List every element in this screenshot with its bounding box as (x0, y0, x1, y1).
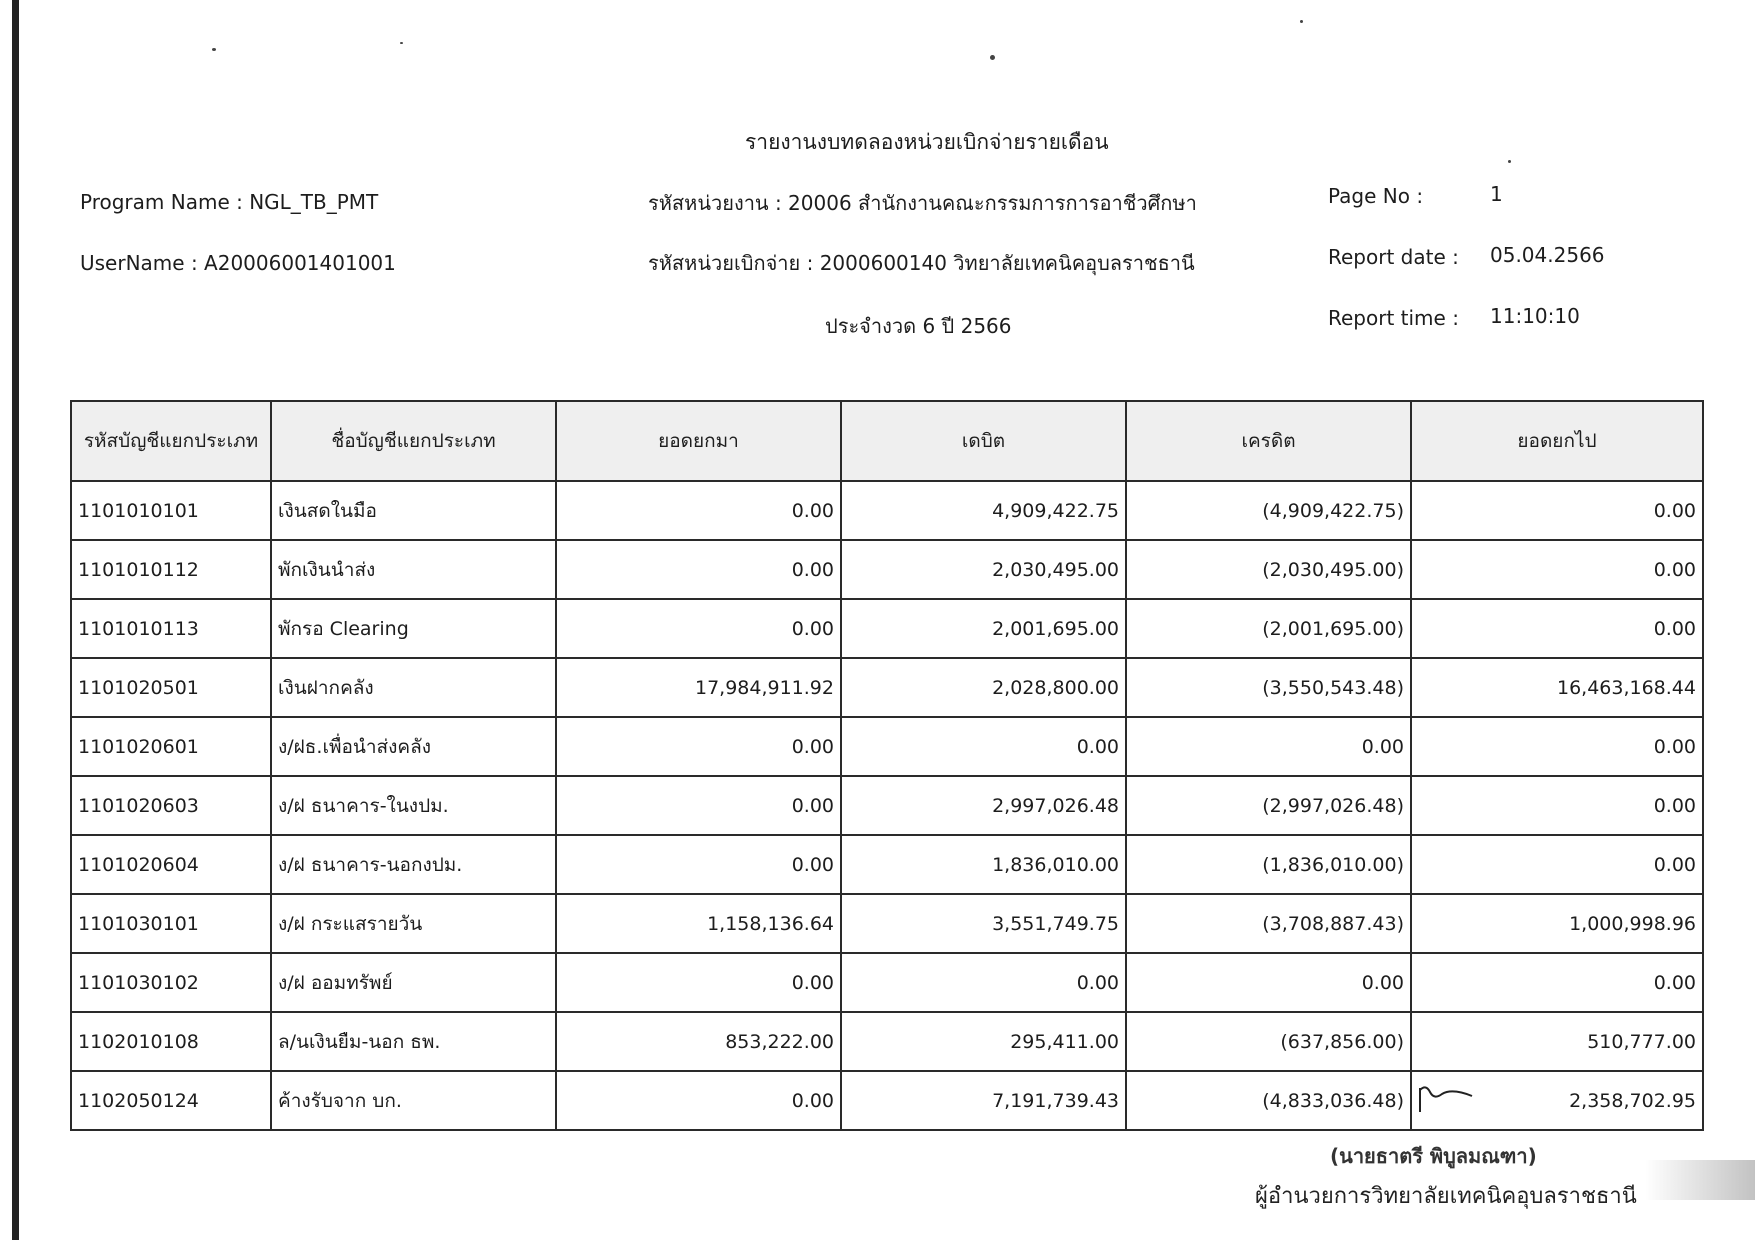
table-row (71, 1071, 1703, 1130)
debit: 3,551,749.75 (841, 894, 1126, 953)
opening-balance: 0.00 (556, 776, 841, 835)
closing-balance-value: 2,358,702.95 (1569, 1089, 1696, 1112)
opening-balance: 0.00 (556, 717, 841, 776)
scan-speck (400, 42, 403, 44)
account-name: พักรอ Clearing (271, 599, 556, 658)
closing-balance: 0.00 (1411, 835, 1703, 894)
user-name: UserName : A20006001401001 (80, 251, 396, 275)
table-row (71, 776, 1703, 835)
page-no-value: 1 (1490, 182, 1503, 206)
debit: 0.00 (841, 717, 1126, 776)
account-code: 1102050124 (71, 1071, 271, 1130)
scan-edge (12, 0, 19, 1240)
credit: (3,550,543.48) (1126, 658, 1411, 717)
opening-balance: 853,222.00 (556, 1012, 841, 1071)
closing-balance (1411, 1071, 1703, 1130)
opening-balance: 0.00 (556, 1071, 841, 1130)
debit: 2,001,695.00 (841, 599, 1126, 658)
credit: (2,001,695.00) (1126, 599, 1411, 658)
account-name: ง/ฝ กระแสรายวัน (271, 894, 556, 953)
closing-balance: 0.00 (1411, 717, 1703, 776)
closing-balance: 1,000,998.96 (1411, 894, 1703, 953)
scan-speck (1300, 20, 1303, 23)
account-name: เงินฝากคลัง (271, 658, 556, 717)
debit: 2,997,026.48 (841, 776, 1126, 835)
credit: 0.00 (1126, 953, 1411, 1012)
table-row (71, 540, 1703, 599)
report-date-label: Report date : (1328, 245, 1459, 269)
credit: (2,030,495.00) (1126, 540, 1411, 599)
account-code: 1101020604 (71, 835, 271, 894)
credit: (2,997,026.48) (1126, 776, 1411, 835)
table-row (71, 717, 1703, 776)
table-row (71, 658, 1703, 717)
closing-balance: 0.00 (1411, 540, 1703, 599)
signatory-title: ผู้อำนวยการวิทยาลัยเทคนิคอุบลราชธานี (1255, 1184, 1637, 1209)
account-name: ง/ฝ ธนาคาร-ในงปม. (271, 776, 556, 835)
account-name: ค้างรับจาก บก. (271, 1071, 556, 1130)
account-name: ล/นเงินยืม-นอก ธพ. (271, 1012, 556, 1071)
table-row (71, 599, 1703, 658)
report-period: ประจำงวด 6 ปี 2566 (825, 314, 1012, 338)
table-row (71, 953, 1703, 1012)
opening-balance: 17,984,911.92 (556, 658, 841, 717)
credit: (1,836,010.00) (1126, 835, 1411, 894)
account-code: 1101030101 (71, 894, 271, 953)
debit: 0.00 (841, 953, 1126, 1012)
account-code: 1101020501 (71, 658, 271, 717)
opening-balance: 0.00 (556, 835, 841, 894)
table-row (71, 894, 1703, 953)
table-header-row (71, 401, 1703, 481)
disbursing-unit-code: รหัสหน่วยเบิกจ่าย : 2000600140 วิทยาลัยเทคนิคอุบลราชธานี (648, 251, 1195, 275)
header-opening-balance: ยอดยกมา (556, 401, 841, 481)
header-account-code: รหัสบัญชีแยกประเภท (71, 401, 271, 481)
program-name: Program Name : NGL_TB_PMT (80, 190, 379, 214)
trial-balance-table (70, 400, 1704, 1131)
debit: 7,191,739.43 (841, 1071, 1126, 1130)
closing-balance: 16,463,168.44 (1411, 658, 1703, 717)
opening-balance: 0.00 (556, 599, 841, 658)
account-code: 1102010108 (71, 1012, 271, 1071)
signature-mark-icon (1416, 1082, 1476, 1116)
closing-balance: 0.00 (1411, 599, 1703, 658)
opening-balance: 0.00 (556, 540, 841, 599)
account-code: 1101010101 (71, 481, 271, 540)
account-code: 1101030102 (71, 953, 271, 1012)
account-name: พักเงินนำส่ง (271, 540, 556, 599)
debit: 4,909,422.75 (841, 481, 1126, 540)
closing-balance: 0.00 (1411, 776, 1703, 835)
table-row (71, 835, 1703, 894)
table-row (71, 1012, 1703, 1071)
account-code: 1101010113 (71, 599, 271, 658)
signatory-name: (นายธาตรี พิบูลมณฑา) (1330, 1144, 1537, 1168)
debit: 2,030,495.00 (841, 540, 1126, 599)
agency-code: รหัสหน่วยงาน : 20006 สำนักงานคณะกรรมการการอาชีวศึกษา (648, 191, 1197, 215)
credit: (637,856.00) (1126, 1012, 1411, 1071)
scan-speck (1508, 160, 1511, 163)
credit: (3,708,887.43) (1126, 894, 1411, 953)
scan-speck (212, 48, 216, 51)
credit: 0.00 (1126, 717, 1411, 776)
debit: 2,028,800.00 (841, 658, 1126, 717)
header-account-name: ชื่อบัญชีแยกประเภท (271, 401, 556, 481)
debit: 295,411.00 (841, 1012, 1126, 1071)
account-code: 1101020601 (71, 717, 271, 776)
closing-balance: 510,777.00 (1411, 1012, 1703, 1071)
header-credit: เครดิต (1126, 401, 1411, 481)
scan-speck (990, 55, 995, 60)
scan-smudge (1645, 1160, 1755, 1200)
table-row (71, 481, 1703, 540)
opening-balance: 0.00 (556, 481, 841, 540)
account-name: ง/ฝ ธนาคาร-นอกงปม. (271, 835, 556, 894)
report-date-value: 05.04.2566 (1490, 243, 1605, 267)
report-title: รายงานงบทดลองหน่วยเบิกจ่ายรายเดือน (745, 130, 1109, 154)
report-time-value: 11:10:10 (1490, 304, 1580, 328)
page-no-label: Page No : (1328, 184, 1424, 208)
header-debit: เดบิต (841, 401, 1126, 481)
account-code: 1101020603 (71, 776, 271, 835)
report-time-label: Report time : (1328, 306, 1459, 330)
closing-balance: 0.00 (1411, 953, 1703, 1012)
opening-balance: 0.00 (556, 953, 841, 1012)
opening-balance: 1,158,136.64 (556, 894, 841, 953)
account-name: ง/ฝ ออมทรัพย์ (271, 953, 556, 1012)
debit: 1,836,010.00 (841, 835, 1126, 894)
closing-balance: 0.00 (1411, 481, 1703, 540)
credit: (4,909,422.75) (1126, 481, 1411, 540)
account-name: ง/ฝธ.เพื่อนำส่งคลัง (271, 717, 556, 776)
account-code: 1101010112 (71, 540, 271, 599)
account-name: เงินสดในมือ (271, 481, 556, 540)
header-closing-balance: ยอดยกไป (1411, 401, 1703, 481)
credit: (4,833,036.48) (1126, 1071, 1411, 1130)
